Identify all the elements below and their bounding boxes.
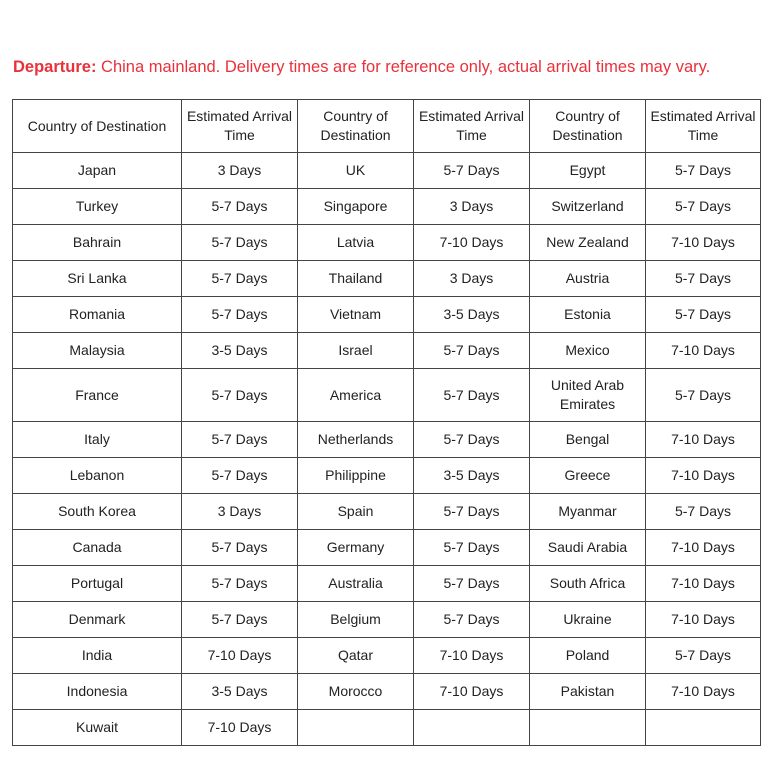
table-row — [13, 530, 761, 566]
cell-country: Philippine — [298, 458, 414, 494]
cell-arrival: 5-7 Days — [414, 153, 530, 189]
cell-arrival: 5-7 Days — [182, 458, 298, 494]
cell-country: Egypt — [530, 153, 646, 189]
table-row — [13, 369, 761, 422]
cell-country: Latvia — [298, 225, 414, 261]
cell-country: Spain — [298, 494, 414, 530]
cell-country: Indonesia — [13, 674, 182, 710]
header-arrival-2: Estimated Arrival Time — [414, 100, 530, 153]
cell-arrival: 5-7 Days — [414, 422, 530, 458]
departure-label: Departure: — [13, 58, 97, 76]
header-country-3: Country of Destination — [530, 100, 646, 153]
cell-arrival: 7-10 Days — [414, 225, 530, 261]
cell-arrival: 7-10 Days — [646, 422, 761, 458]
cell-country: Poland — [530, 638, 646, 674]
cell-country: Myanmar — [530, 494, 646, 530]
cell-country: South Korea — [13, 494, 182, 530]
cell-arrival: 7-10 Days — [414, 674, 530, 710]
cell-arrival: 5-7 Days — [646, 261, 761, 297]
cell-arrival: 5-7 Days — [182, 189, 298, 225]
cell-arrival: 7-10 Days — [414, 638, 530, 674]
cell-country: France — [13, 369, 182, 422]
cell-country: Australia — [298, 566, 414, 602]
cell-arrival: 5-7 Days — [182, 369, 298, 422]
cell-arrival: 7-10 Days — [646, 333, 761, 369]
cell-arrival: 5-7 Days — [182, 261, 298, 297]
cell-country: Estonia — [530, 297, 646, 333]
cell-country: Israel — [298, 333, 414, 369]
cell-country: Denmark — [13, 602, 182, 638]
cell-country: Greece — [530, 458, 646, 494]
table-row — [13, 422, 761, 458]
cell-country: Turkey — [13, 189, 182, 225]
cell-country: Mexico — [530, 333, 646, 369]
cell-arrival — [646, 710, 761, 746]
cell-country: Vietnam — [298, 297, 414, 333]
cell-arrival: 5-7 Days — [646, 297, 761, 333]
cell-arrival: 7-10 Days — [182, 638, 298, 674]
table-row — [13, 674, 761, 710]
cell-arrival: 5-7 Days — [414, 333, 530, 369]
header-arrival-3: Estimated Arrival Time — [646, 100, 761, 153]
cell-arrival: 3-5 Days — [182, 333, 298, 369]
cell-arrival: 5-7 Days — [414, 494, 530, 530]
cell-arrival: 5-7 Days — [646, 638, 761, 674]
table-row — [13, 261, 761, 297]
cell-country: Thailand — [298, 261, 414, 297]
table-row — [13, 458, 761, 494]
cell-country: Belgium — [298, 602, 414, 638]
delivery-time-table — [12, 99, 761, 746]
cell-country: Qatar — [298, 638, 414, 674]
cell-arrival: 3 Days — [182, 494, 298, 530]
cell-country: Japan — [13, 153, 182, 189]
cell-country: Romania — [13, 297, 182, 333]
table-row — [13, 602, 761, 638]
table-row — [13, 189, 761, 225]
header-country-1: Country of Destination — [13, 100, 182, 153]
table-row — [13, 153, 761, 189]
cell-country: Bahrain — [13, 225, 182, 261]
departure-text: China mainland. Delivery times are for reference only, actual arrival times may vary. — [101, 58, 711, 76]
cell-arrival: 5-7 Days — [414, 602, 530, 638]
cell-country: UK — [298, 153, 414, 189]
table-row — [13, 494, 761, 530]
cell-country: Netherlands — [298, 422, 414, 458]
header-country-2: Country of Destination — [298, 100, 414, 153]
cell-country: Pakistan — [530, 674, 646, 710]
cell-arrival: 5-7 Days — [646, 494, 761, 530]
cell-arrival: 7-10 Days — [182, 710, 298, 746]
cell-arrival: 5-7 Days — [182, 297, 298, 333]
cell-arrival: 5-7 Days — [414, 566, 530, 602]
cell-country: Germany — [298, 530, 414, 566]
cell-arrival: 5-7 Days — [414, 530, 530, 566]
cell-arrival: 5-7 Days — [182, 422, 298, 458]
table-row — [13, 297, 761, 333]
cell-country: Sri Lanka — [13, 261, 182, 297]
table-row — [13, 566, 761, 602]
cell-arrival: 5-7 Days — [414, 369, 530, 422]
cell-arrival: 7-10 Days — [646, 225, 761, 261]
cell-country: India — [13, 638, 182, 674]
cell-country: Austria — [530, 261, 646, 297]
cell-country: Bengal — [530, 422, 646, 458]
cell-country: Canada — [13, 530, 182, 566]
cell-arrival: 5-7 Days — [182, 225, 298, 261]
cell-arrival — [414, 710, 530, 746]
cell-arrival: 3 Days — [414, 261, 530, 297]
table-row — [13, 225, 761, 261]
cell-arrival: 5-7 Days — [646, 369, 761, 422]
table-body — [13, 153, 761, 746]
cell-arrival: 7-10 Days — [646, 674, 761, 710]
cell-arrival: 5-7 Days — [182, 602, 298, 638]
cell-country: United Arab Emirates — [530, 369, 646, 422]
cell-arrival: 3-5 Days — [414, 458, 530, 494]
cell-country: Switzerland — [530, 189, 646, 225]
table-row — [13, 333, 761, 369]
cell-country: America — [298, 369, 414, 422]
cell-arrival: 5-7 Days — [646, 153, 761, 189]
cell-arrival: 7-10 Days — [646, 566, 761, 602]
table-row — [13, 710, 761, 746]
cell-arrival: 5-7 Days — [182, 530, 298, 566]
cell-arrival: 3 Days — [182, 153, 298, 189]
cell-country: Italy — [13, 422, 182, 458]
cell-country: Ukraine — [530, 602, 646, 638]
cell-arrival: 5-7 Days — [646, 189, 761, 225]
table-header-row — [13, 100, 761, 153]
header-arrival-1: Estimated Arrival Time — [182, 100, 298, 153]
table-row — [13, 638, 761, 674]
departure-notice — [13, 58, 710, 77]
cell-arrival: 3 Days — [414, 189, 530, 225]
cell-country — [298, 710, 414, 746]
cell-country: Lebanon — [13, 458, 182, 494]
cell-country: Saudi Arabia — [530, 530, 646, 566]
cell-arrival: 5-7 Days — [182, 566, 298, 602]
cell-arrival: 3-5 Days — [414, 297, 530, 333]
cell-country: Malaysia — [13, 333, 182, 369]
cell-country: Singapore — [298, 189, 414, 225]
cell-arrival: 7-10 Days — [646, 602, 761, 638]
cell-country: New Zealand — [530, 225, 646, 261]
cell-country: South Africa — [530, 566, 646, 602]
cell-country: Portugal — [13, 566, 182, 602]
cell-country: Morocco — [298, 674, 414, 710]
cell-country — [530, 710, 646, 746]
cell-arrival: 3-5 Days — [182, 674, 298, 710]
cell-arrival: 7-10 Days — [646, 458, 761, 494]
cell-country: Kuwait — [13, 710, 182, 746]
cell-arrival: 7-10 Days — [646, 530, 761, 566]
